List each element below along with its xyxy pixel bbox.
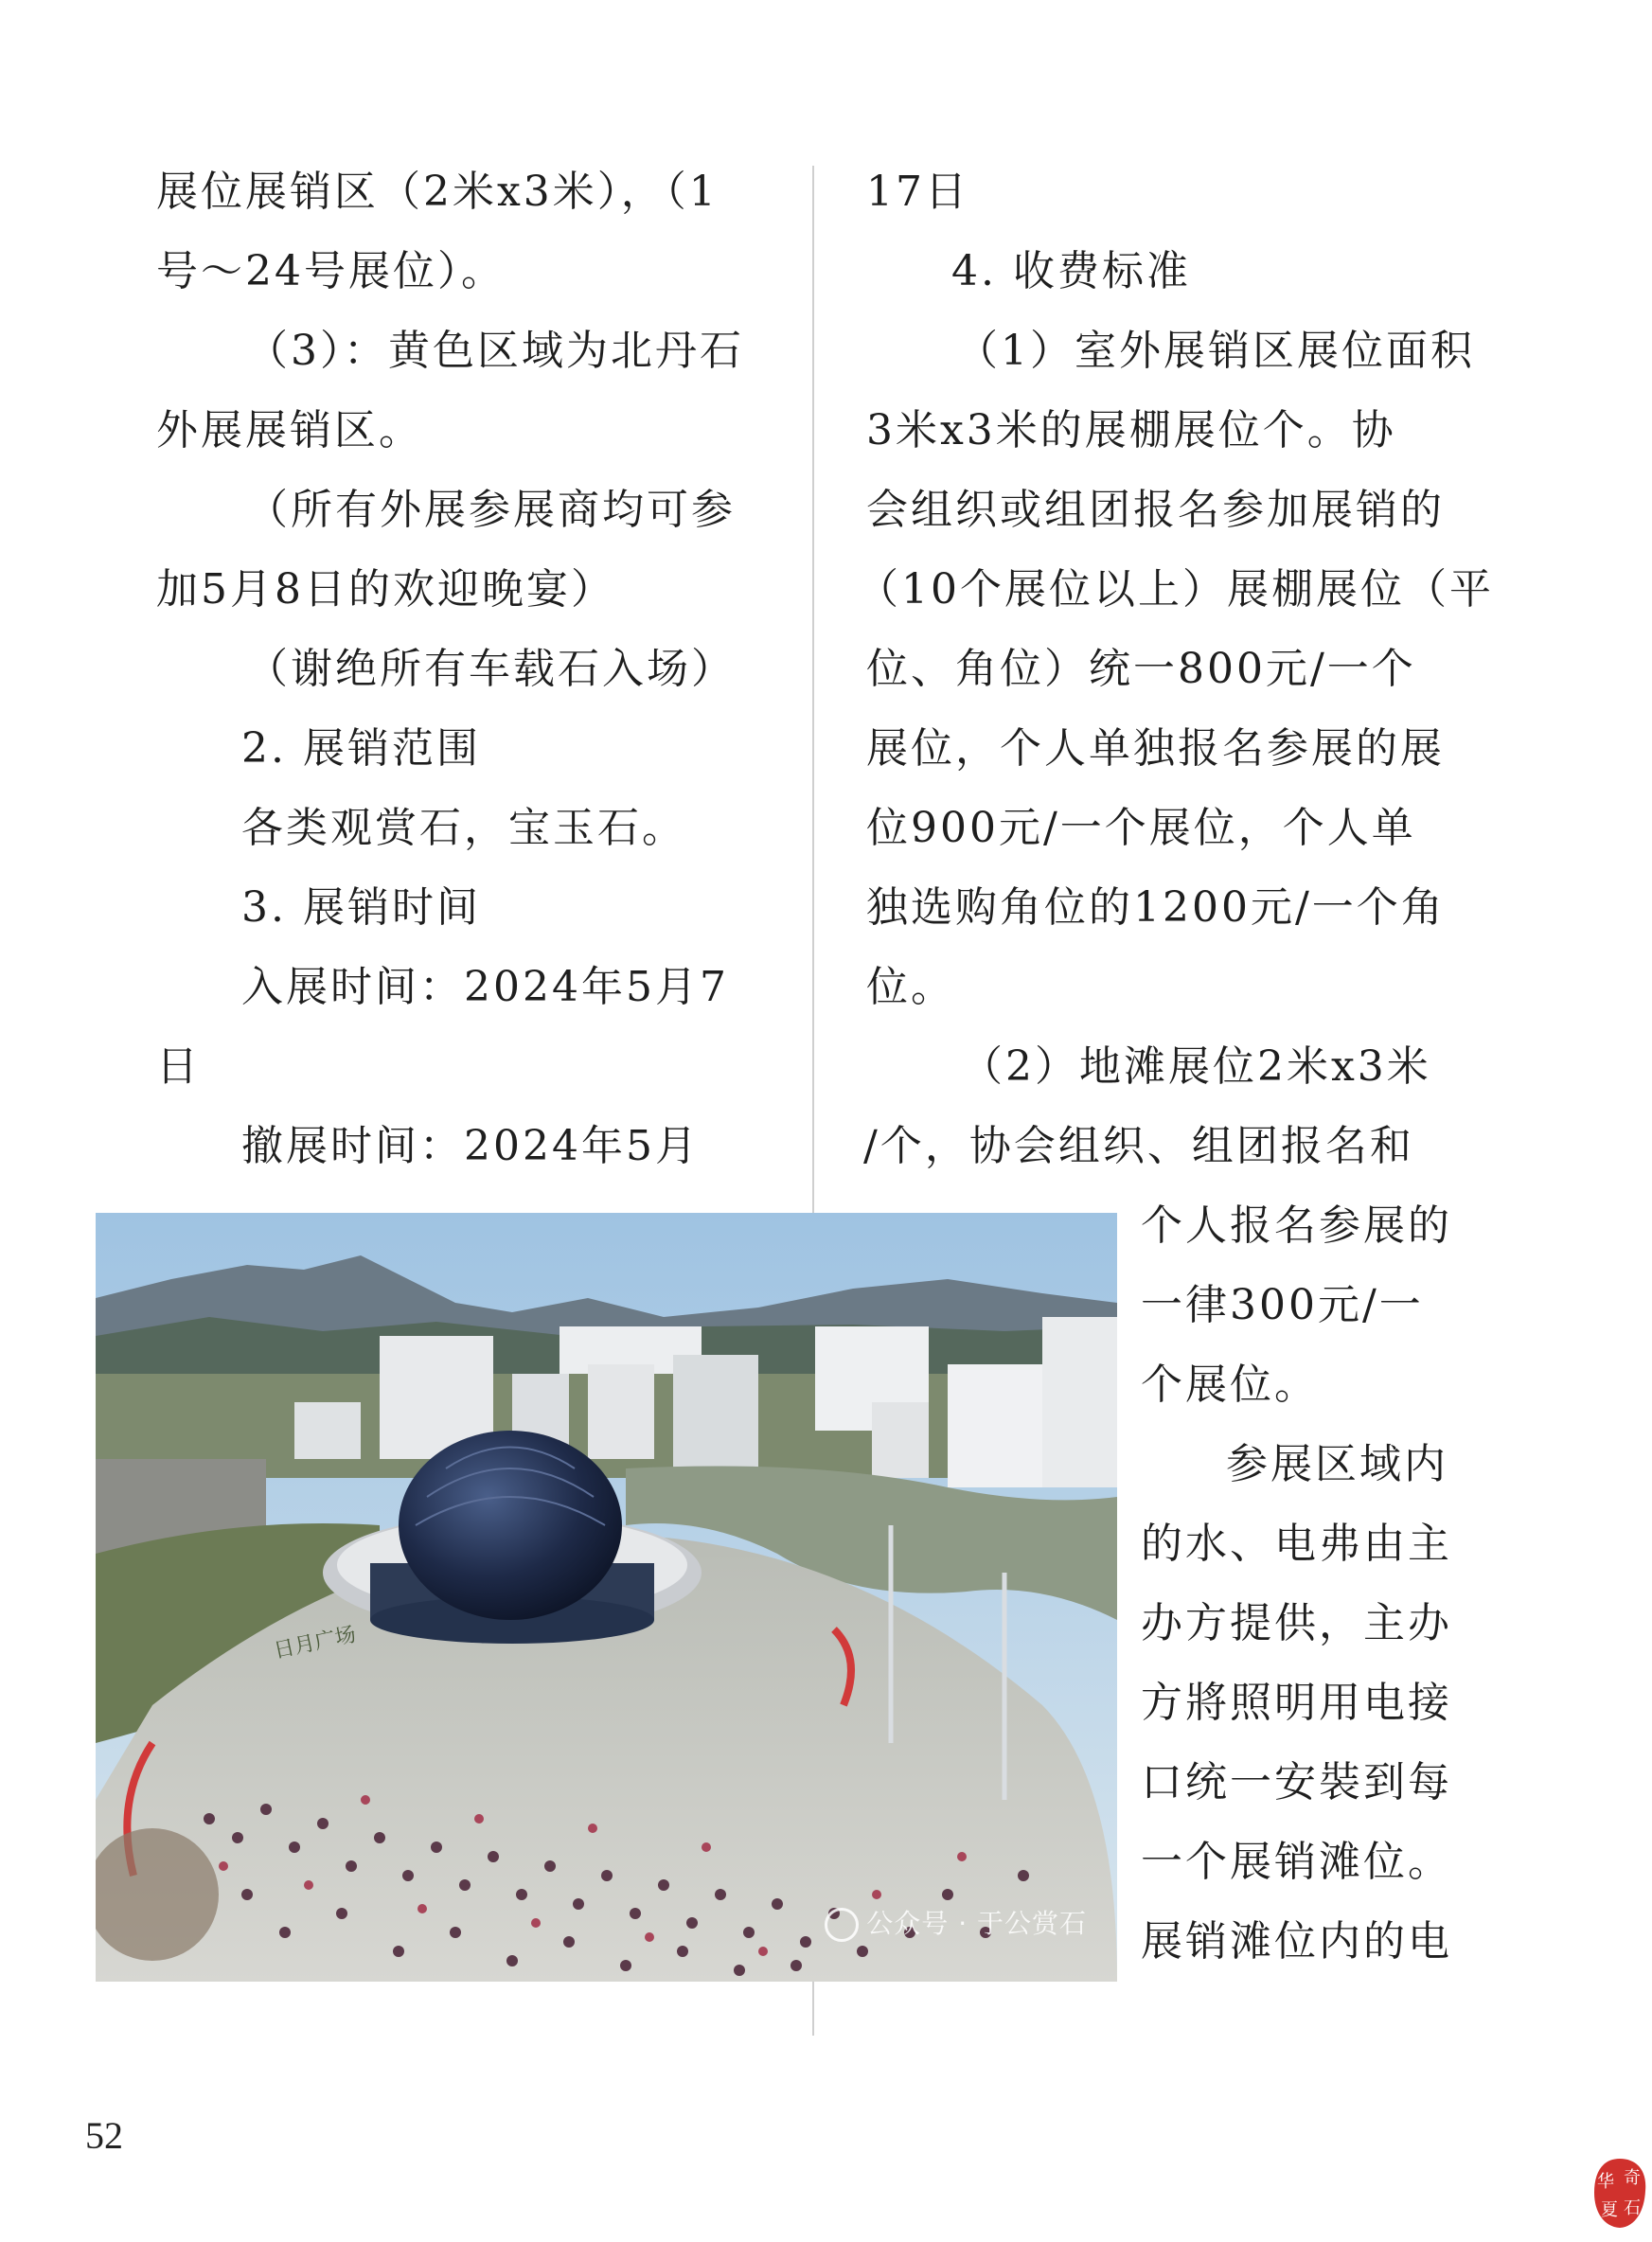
seal-char-3: 夏 <box>1601 2200 1618 2220</box>
narrow-line-8: 口统一安裝到每 <box>1141 1758 1452 1806</box>
section-heading-fees: 4. 收费标准 <box>951 247 1191 295</box>
narrow-line-3: 个展位。 <box>1141 1361 1319 1409</box>
narrow-line-9: 一个展销滩位。 <box>1141 1838 1452 1886</box>
narrow-line-5: 的水、电弗由主 <box>1141 1520 1452 1568</box>
left-line-12: 日 <box>156 1042 201 1091</box>
left-line-1: 展位展销区（2米x3米），（1 <box>156 168 719 216</box>
right-line-4: 3米x3米的展棚展位个。协 <box>866 406 1396 454</box>
left-line-13: 撤展时间：2024年5月 <box>241 1122 700 1170</box>
narrow-line-2: 一律300元/一 <box>1141 1281 1424 1329</box>
left-line-3: （3）：黄色区域为北丹石 <box>246 327 744 375</box>
seal-logo-icon <box>1590 2155 1649 2231</box>
seal-char-2: 奇 <box>1624 2168 1641 2188</box>
photo-watermark: 公众号 · 于公赏石 <box>825 1903 1087 1942</box>
right-line-12: （2）地滩展位2米x3米 <box>961 1042 1431 1091</box>
left-line-11: 入展时间：2024年5月7 <box>241 963 729 1011</box>
section-heading-time: 3. 展销时间 <box>241 883 481 932</box>
aerial-plaza-photo <box>96 1213 1117 1982</box>
right-line-7: 位、角位）统一800元/一个 <box>866 645 1416 693</box>
right-line-13: /个，协会组织、组团报名和 <box>863 1122 1414 1170</box>
seal-char-1: 华 <box>1597 2172 1614 2192</box>
narrow-line-6: 办方提供，主办 <box>1141 1599 1452 1647</box>
left-line-7: （谢绝所有车载石入场） <box>246 645 736 693</box>
right-line-8: 展位，个人单独报名参展的展 <box>866 724 1445 773</box>
right-line-9: 位900元/一个展位，个人单 <box>866 804 1416 852</box>
right-line-10: 独选购角位的1200元/一个角 <box>866 883 1446 932</box>
right-line-6: （10个展位以上）展棚展位（平 <box>857 565 1494 614</box>
right-line-3: （1）室外展销区展位面积 <box>956 327 1475 375</box>
left-line-4: 外展展销区。 <box>156 406 423 454</box>
narrow-line-10: 展销滩位内的电 <box>1141 1917 1452 1966</box>
narrow-line-1: 个人报名参展的 <box>1141 1201 1452 1250</box>
seal-char-4: 石 <box>1624 2198 1641 2218</box>
plaza-sign-text: 日月广场 <box>272 1623 359 1664</box>
left-line-2: 号～24号展位）。 <box>156 247 506 295</box>
wechat-icon <box>825 1908 859 1942</box>
left-line-6: 加5月8日的欢迎晚宴） <box>156 565 615 614</box>
right-line-5: 会组织或组团报名参加展销的 <box>866 486 1445 534</box>
left-line-9: 各类观赏石，宝玉石。 <box>241 804 686 852</box>
right-line-11: 位。 <box>866 963 955 1011</box>
right-line-1: 17日 <box>866 168 969 216</box>
narrow-line-7: 方將照明用电接 <box>1141 1679 1452 1727</box>
section-heading-scope: 2. 展销范围 <box>241 724 481 773</box>
page-number: 52 <box>85 2114 123 2157</box>
narrow-line-4: 参展区域内 <box>1226 1440 1448 1488</box>
left-line-5: （所有外展参展商均可参 <box>246 486 736 534</box>
